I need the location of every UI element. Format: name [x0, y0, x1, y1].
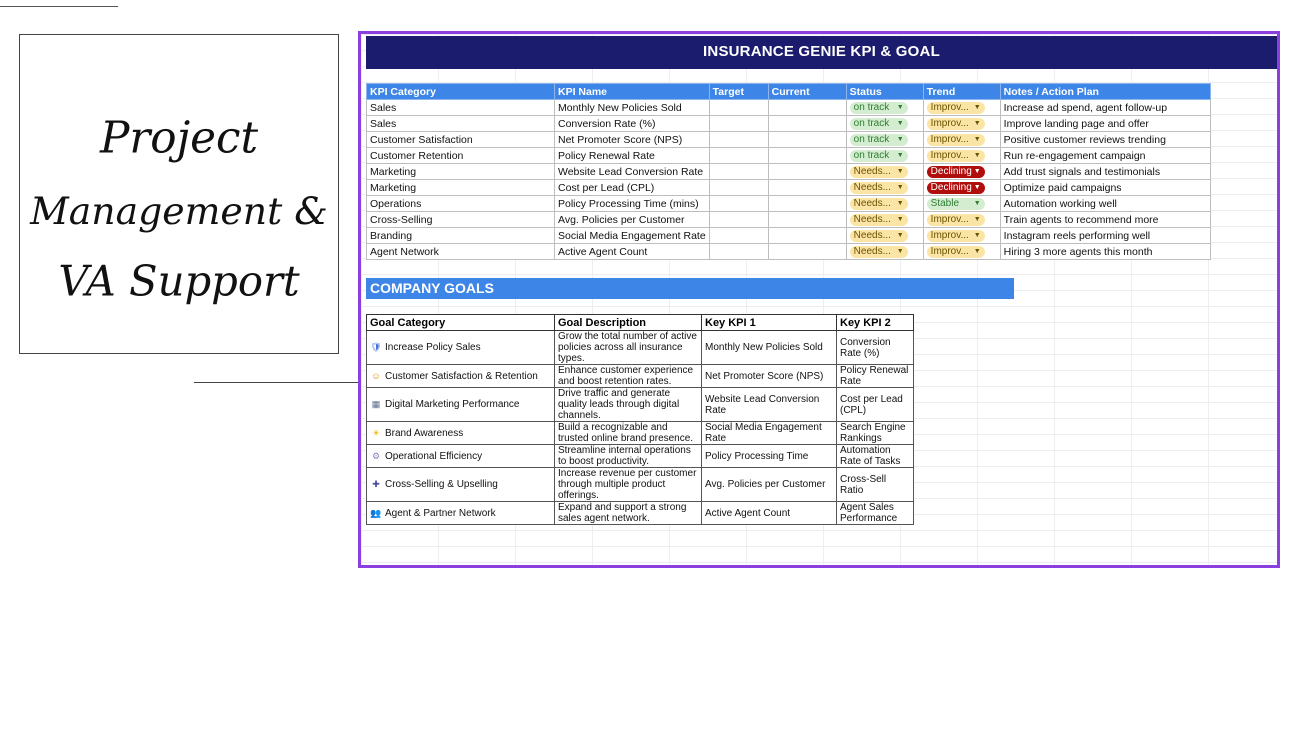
table-row [367, 212, 1211, 228]
status-label: Needs... [853, 230, 891, 241]
goal-kpi2-cell[interactable]: Policy Renewal Rate [837, 365, 914, 388]
kpi-notes-cell[interactable]: Automation working well [1000, 196, 1210, 212]
logo-script-graphic [20, 35, 338, 353]
status-chip[interactable] [850, 214, 908, 226]
logo-line-2: Management & [30, 188, 328, 233]
goal-category-cell[interactable] [367, 422, 555, 445]
dropdown-arrow-icon[interactable]: ▼ [973, 104, 981, 111]
kpi-category-cell[interactable]: Marketing [367, 164, 555, 180]
trend-cell[interactable] [923, 228, 1000, 244]
kpi-current-cell[interactable] [768, 180, 846, 196]
kpi-notes-cell[interactable]: Run re-engagement campaign [1000, 148, 1210, 164]
table-row [367, 100, 1211, 116]
trend-cell[interactable] [923, 116, 1000, 132]
trend-chip[interactable] [927, 230, 985, 242]
goal-description-cell[interactable]: Streamline internal operations to boost productivity. [555, 445, 702, 468]
kpi-current-cell[interactable] [768, 132, 846, 148]
logo-line-3: VA Support [58, 256, 300, 306]
table-row [367, 422, 914, 445]
trend-cell[interactable] [923, 100, 1000, 116]
kpi-notes-cell[interactable]: Optimize paid campaigns [1000, 180, 1210, 196]
kpi-category-cell[interactable]: Marketing [367, 180, 555, 196]
kpi-target-cell[interactable] [709, 244, 768, 260]
logo-line-1: Project [99, 112, 259, 164]
dropdown-arrow-icon[interactable]: ▼ [896, 120, 904, 127]
kpi-name-cell[interactable]: Cost per Lead (CPL) [555, 180, 710, 196]
goal-description-cell[interactable]: Build a recognizable and trusted online brand presence. [555, 422, 702, 445]
dropdown-arrow-icon[interactable]: ▼ [973, 232, 981, 239]
top-divider-line [0, 6, 118, 7]
goal-category-label: Brand Awareness [385, 427, 464, 439]
goal-kpi2-cell[interactable]: Conversion Rate (%) [837, 331, 914, 365]
goal-category-cell[interactable] [367, 468, 555, 502]
goals-table [366, 314, 914, 525]
dropdown-arrow-icon[interactable]: ▼ [896, 168, 904, 175]
goal-kpi2-cell[interactable]: Agent Sales Performance [837, 502, 914, 525]
kpi-name-cell[interactable]: Social Media Engagement Rate [555, 228, 710, 244]
goal-kpi2-cell[interactable]: Cost per Lead (CPL) [837, 388, 914, 422]
kpi-header-cell[interactable]: KPI Name [555, 84, 710, 100]
kpi-header-cell[interactable]: Current [768, 84, 846, 100]
gear-icon: ⚙ [371, 450, 381, 461]
table-row [367, 365, 914, 388]
dropdown-arrow-icon[interactable]: ▼ [896, 104, 904, 111]
trend-label: Improv... [930, 134, 969, 145]
goal-category-cell[interactable] [367, 331, 555, 365]
kpi-header-cell[interactable]: Notes / Action Plan [1000, 84, 1210, 100]
trend-chip[interactable] [927, 214, 985, 226]
trend-chip[interactable] [927, 102, 985, 114]
goal-kpi1-cell[interactable]: Monthly New Policies Sold [702, 331, 837, 365]
status-label: Needs... [853, 198, 891, 209]
trend-cell[interactable] [923, 196, 1000, 212]
goal-category-label: Cross-Selling & Upselling [385, 479, 498, 490]
status-cell[interactable] [846, 116, 923, 132]
trend-chip[interactable] [927, 166, 985, 178]
table-row [367, 468, 914, 502]
shield-icon: 🛡 [370, 342, 382, 352]
dropdown-arrow-icon[interactable]: ▼ [973, 168, 981, 175]
kpi-category-cell[interactable]: Branding [367, 228, 555, 244]
goal-kpi1-cell[interactable]: Website Lead Conversion Rate [702, 388, 837, 422]
dropdown-arrow-icon[interactable]: ▼ [973, 248, 981, 255]
kpi-notes-cell[interactable]: Train agents to recommend more [1000, 212, 1210, 228]
goal-category-cell[interactable] [367, 502, 555, 525]
spreadsheet-frame [358, 31, 1280, 568]
kpi-target-cell[interactable] [709, 148, 768, 164]
status-label: on track [853, 134, 890, 145]
goal-kpi1-cell[interactable]: Policy Processing Time [702, 445, 837, 468]
kpi-name-cell[interactable]: Conversion Rate (%) [555, 116, 710, 132]
table-row [367, 228, 1211, 244]
goal-category-label: Digital Marketing Performance [385, 399, 520, 410]
kpi-name-cell[interactable]: Policy Renewal Rate [555, 148, 710, 164]
table-row [367, 196, 1211, 212]
kpi-name-cell[interactable]: Active Agent Count [555, 244, 710, 260]
kpi-category-cell[interactable]: Sales [367, 116, 555, 132]
goals-header-row [367, 315, 914, 331]
status-cell[interactable] [846, 196, 923, 212]
status-label: on track [853, 118, 890, 129]
kpi-header-cell[interactable]: Status [846, 84, 923, 100]
kpi-current-cell[interactable] [768, 228, 846, 244]
trend-cell[interactable] [923, 132, 1000, 148]
status-cell[interactable] [846, 148, 923, 164]
dropdown-arrow-icon[interactable]: ▼ [973, 136, 981, 143]
goal-description-cell[interactable]: Expand and support a strong sales agent network. [555, 502, 702, 525]
status-cell[interactable] [846, 212, 923, 228]
trend-label: Improv... [930, 150, 969, 161]
status-cell[interactable] [846, 228, 923, 244]
logo [19, 34, 339, 354]
table-row [367, 331, 914, 365]
status-cell[interactable] [846, 164, 923, 180]
goal-header-cell[interactable]: Goal Category [367, 315, 555, 331]
status-label: on track [853, 150, 890, 161]
table-row [367, 244, 1211, 260]
goal-kpi1-cell[interactable]: Active Agent Count [702, 502, 837, 525]
trend-label: Improv... [930, 102, 969, 113]
dropdown-arrow-icon[interactable]: ▼ [896, 248, 904, 255]
goal-kpi1-cell[interactable]: Avg. Policies per Customer [702, 468, 837, 502]
goal-category-label: Increase Policy Sales [385, 342, 481, 353]
goals-table-body [367, 331, 914, 525]
kpi-notes-cell[interactable]: Improve landing page and offer [1000, 116, 1210, 132]
dropdown-arrow-icon[interactable]: ▼ [973, 184, 981, 191]
kpi-header-cell[interactable]: Target [709, 84, 768, 100]
table-row [367, 388, 914, 422]
goal-category-label: Operational Efficiency [385, 450, 483, 462]
status-label: Needs... [853, 182, 891, 193]
kpi-name-cell[interactable]: Avg. Policies per Customer [555, 212, 710, 228]
status-chip[interactable] [850, 150, 908, 162]
dropdown-arrow-icon[interactable]: ▼ [973, 120, 981, 127]
trend-label: Improv... [930, 230, 969, 241]
status-chip[interactable] [850, 182, 908, 194]
goal-kpi1-cell[interactable]: Net Promoter Score (NPS) [702, 365, 837, 388]
dropdown-arrow-icon[interactable]: ▼ [896, 136, 904, 143]
table-row [367, 132, 1211, 148]
trend-label: Improv... [930, 118, 969, 129]
status-chip[interactable] [850, 102, 908, 114]
kpi-category-cell[interactable]: Operations [367, 196, 555, 212]
dropdown-arrow-icon[interactable]: ▼ [896, 232, 904, 239]
goal-category-cell[interactable] [367, 445, 555, 468]
goal-header-cell[interactable]: Key KPI 2 [837, 315, 914, 331]
status-cell[interactable] [846, 180, 923, 196]
goal-category-cell[interactable] [367, 388, 555, 422]
status-chip[interactable] [850, 230, 908, 242]
kpi-notes-cell[interactable]: Increase ad spend, agent follow-up [1000, 100, 1210, 116]
trend-chip[interactable] [927, 182, 985, 194]
kpi-table [366, 83, 1211, 260]
status-cell[interactable] [846, 132, 923, 148]
table-row [367, 116, 1211, 132]
goal-kpi2-cell[interactable]: Search Engine Rankings [837, 422, 914, 445]
goal-category-label: Customer Satisfaction & Retention [385, 370, 538, 382]
status-chip[interactable] [850, 118, 908, 130]
goal-kpi2-cell[interactable]: Cross-Sell Ratio [837, 468, 914, 502]
goal-kpi2-cell[interactable]: Automation Rate of Tasks [837, 445, 914, 468]
kpi-current-cell[interactable] [768, 116, 846, 132]
sheet-title: INSURANCE GENIE KPI & GOAL [366, 36, 1277, 69]
status-chip[interactable] [850, 198, 908, 210]
kpi-header-row [367, 84, 1211, 100]
dropdown-arrow-icon[interactable]: ▼ [896, 184, 904, 191]
dropdown-arrow-icon[interactable]: ▼ [896, 216, 904, 223]
trend-label: Declining [930, 166, 972, 177]
kpi-name-cell[interactable]: Net Promoter Score (NPS) [555, 132, 710, 148]
kpi-notes-cell[interactable]: Positive customer reviews trending [1000, 132, 1210, 148]
status-cell[interactable] [846, 100, 923, 116]
kpi-target-cell[interactable] [709, 132, 768, 148]
kpi-table-body [367, 100, 1211, 260]
sun-icon: ☀ [371, 427, 381, 438]
people-icon: 👥 [370, 507, 382, 518]
kpi-current-cell[interactable] [768, 148, 846, 164]
smiley-icon: ☺ [371, 370, 381, 381]
status-cell[interactable] [846, 244, 923, 260]
trend-chip[interactable] [927, 246, 985, 258]
trend-cell[interactable] [923, 164, 1000, 180]
kpi-current-cell[interactable] [768, 244, 846, 260]
kpi-target-cell[interactable] [709, 164, 768, 180]
trend-cell[interactable] [923, 212, 1000, 228]
dropdown-arrow-icon[interactable]: ▼ [896, 152, 904, 159]
trend-chip[interactable] [927, 198, 985, 210]
goal-category-label: Agent & Partner Network [385, 507, 496, 519]
kpi-target-cell[interactable] [709, 116, 768, 132]
goal-description-cell[interactable]: Drive traffic and generate quality leads through digital channels. [555, 388, 702, 422]
goal-description-cell[interactable]: Grow the total number of active policies across all insurance types. [555, 331, 702, 365]
kpi-current-cell[interactable] [768, 100, 846, 116]
status-label: on track [853, 102, 890, 113]
dropdown-arrow-icon[interactable]: ▼ [973, 216, 981, 223]
kpi-category-cell[interactable]: Sales [367, 100, 555, 116]
company-goals-title: COMPANY GOALS [366, 278, 1014, 299]
goal-header-cell[interactable]: Key KPI 1 [702, 315, 837, 331]
table-row [367, 180, 1211, 196]
kpi-name-cell[interactable]: Website Lead Conversion Rate [555, 164, 710, 180]
trend-chip[interactable] [927, 150, 985, 162]
status-chip[interactable] [850, 246, 908, 258]
kpi-category-cell[interactable]: Cross-Selling [367, 212, 555, 228]
trend-label: Declining [930, 182, 972, 193]
status-label: Needs... [853, 246, 891, 257]
kpi-category-cell[interactable]: Customer Retention [367, 148, 555, 164]
kpi-notes-cell[interactable]: Hiring 3 more agents this month [1000, 244, 1210, 260]
status-chip[interactable] [850, 134, 908, 146]
goal-description-cell[interactable]: Enhance customer experience and boost retention rates. [555, 365, 702, 388]
trend-chip[interactable] [927, 118, 985, 130]
kpi-header-cell[interactable]: Trend [923, 84, 1000, 100]
kpi-category-cell[interactable]: Customer Satisfaction [367, 132, 555, 148]
dropdown-arrow-icon[interactable]: ▼ [896, 200, 904, 207]
kpi-name-cell[interactable]: Policy Processing Time (mins) [555, 196, 710, 212]
kpi-name-cell[interactable]: Monthly New Policies Sold [555, 100, 710, 116]
chart-icon: ▦ [371, 399, 381, 409]
trend-cell[interactable] [923, 180, 1000, 196]
table-row [367, 164, 1211, 180]
goal-kpi1-cell[interactable]: Social Media Engagement Rate [702, 422, 837, 445]
table-row [367, 148, 1211, 164]
dropdown-arrow-icon[interactable]: ▼ [973, 152, 981, 159]
goal-category-cell[interactable] [367, 365, 555, 388]
kpi-target-cell[interactable] [709, 196, 768, 212]
kpi-category-cell[interactable]: Agent Network [367, 244, 555, 260]
connector-line [194, 382, 360, 383]
plus-icon: ✚ [372, 479, 380, 489]
trend-label: Improv... [930, 214, 969, 225]
status-label: Needs... [853, 214, 891, 225]
kpi-target-cell[interactable] [709, 100, 768, 116]
goal-description-cell[interactable]: Increase revenue per customer through multiple product offerings. [555, 468, 702, 502]
goal-header-cell[interactable]: Goal Description [555, 315, 702, 331]
kpi-notes-cell[interactable]: Add trust signals and testimonials [1000, 164, 1210, 180]
trend-cell[interactable] [923, 244, 1000, 260]
kpi-target-cell[interactable] [709, 180, 768, 196]
trend-cell[interactable] [923, 148, 1000, 164]
status-label: Needs... [853, 166, 891, 177]
dropdown-arrow-icon[interactable]: ▼ [973, 200, 981, 207]
kpi-current-cell[interactable] [768, 196, 846, 212]
kpi-current-cell[interactable] [768, 212, 846, 228]
kpi-current-cell[interactable] [768, 164, 846, 180]
trend-chip[interactable] [927, 134, 985, 146]
kpi-target-cell[interactable] [709, 228, 768, 244]
table-row [367, 502, 914, 525]
kpi-header-cell[interactable]: KPI Category [367, 84, 555, 100]
trend-label: Stable [930, 198, 960, 209]
trend-label: Improv... [930, 246, 969, 257]
kpi-notes-cell[interactable]: Instagram reels performing well [1000, 228, 1210, 244]
table-row [367, 445, 914, 468]
status-chip[interactable] [850, 166, 908, 178]
kpi-target-cell[interactable] [709, 212, 768, 228]
